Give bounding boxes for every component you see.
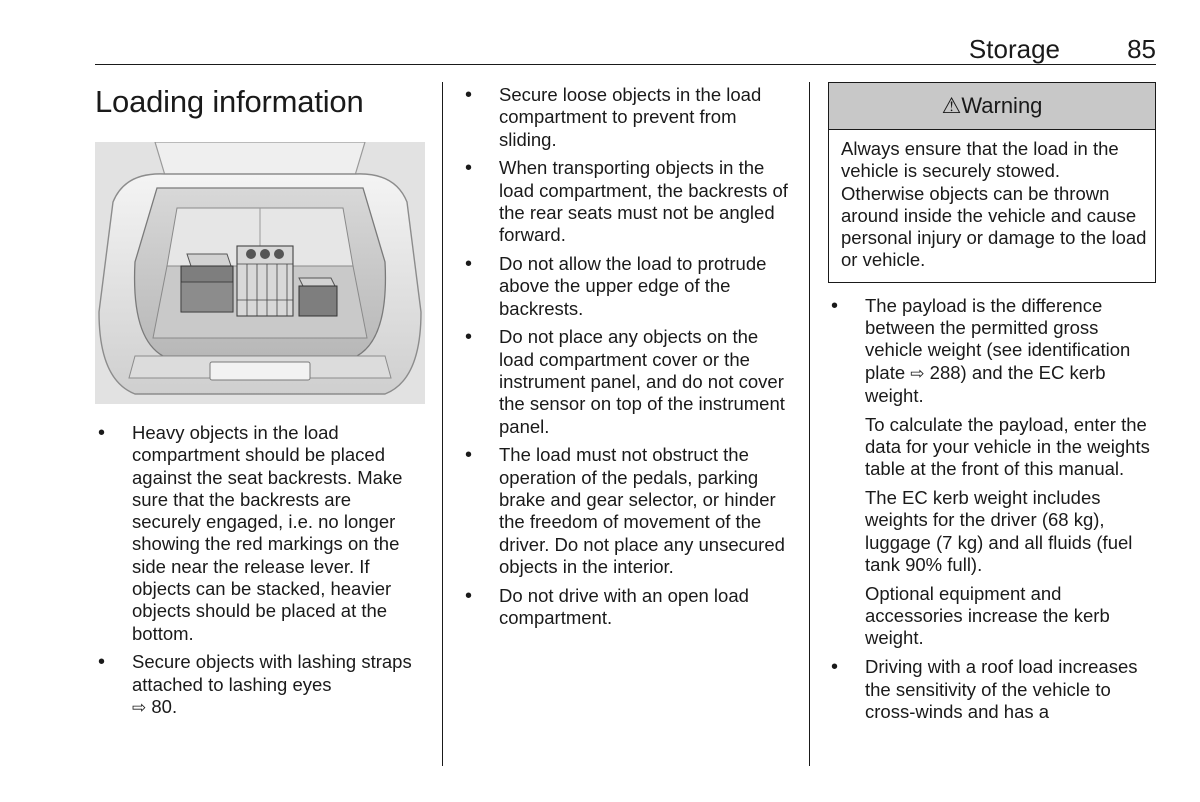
bullet-text: The load must not obstruct the operation of the pedals, parking brake and gear selector, or hinder the freedom of movement of the driver. Do not place any unsecured objects in the interior. [499,444,785,577]
col1-bullet-list [95,422,425,719]
list-item [462,444,792,578]
cross-reference-arrow-icon: ⇨ [910,363,925,383]
col2-bullet-list [462,84,792,629]
list-item [462,253,792,320]
warning-heading [829,83,1155,130]
warning-body: Always ensure that the load in the vehicle is securely stowed. Otherwise objects can be thrown around inside the vehicle and cause personal injury or damage to the load or vehicle. [841,138,1147,271]
bullet-text: Do not place any objects on the load compartment cover or the instrument panel, and do not cover the sensor on top of the instrument panel. [499,326,785,437]
bullet-text: Driving with a roof load increases the sensitivity of the vehicle to cross-winds and has a [865,656,1138,722]
hatchback-load-compartment-illustration-icon [95,142,425,404]
cross-reference-link[interactable]: 288) and the EC kerb weight. [865,361,1106,406]
section-title: Loading information [95,84,364,119]
column-1 [95,82,425,726]
page-number: 85 [1127,34,1156,64]
column-divider-1 [442,82,443,766]
sub-paragraph: To calculate the payload, enter the data for your vehicle in the weights table at the front of this manual. [865,413,1150,480]
sub-paragraph: The EC kerb weight includes weights for the driver (68 kg), luggage (7 kg) and all fluids (fuel tank 90% full). [865,487,1133,576]
warning-heading-text: Warning [961,93,1043,118]
bullet-text: Secure loose objects in the load compartment to prevent from sliding. [499,84,762,150]
bullet-text: Do not drive with an open load compartment. [499,584,749,629]
list-item [462,585,792,630]
cross-reference-link[interactable]: 80. [146,696,178,718]
warning-triangle-icon: ⚠ [941,93,962,118]
bullet-text: The payload is the difference between the permitted gross vehicle weight (see identification plate [865,294,1131,383]
list-item [95,422,425,645]
column-2 [462,84,792,636]
header-rule [95,64,1156,65]
column-divider-2 [809,82,810,766]
list-item [828,295,1156,650]
list-item [95,651,425,719]
bullet-text: Do not allow the load to protrude above the upper edge of the backrests. [499,253,767,319]
col3-bullet-list [828,295,1156,723]
load-compartment-figure [95,142,425,404]
cross-reference-arrow-icon: ⇨ [132,698,147,718]
sub-paragraph: Optional equipment and accessories increase the kerb weight. [865,582,1110,649]
warning-box [828,82,1156,283]
list-item [462,84,792,151]
list-item [462,326,792,437]
bullet-text: Heavy objects in the load compartment should be placed against the seat backrests. Make sure that the backrests are securely engaged, i.e. no longer showing the red markings on the side near the release lever. If objects can be stacked, heavier objects should be placed at the bottom. [132,422,403,644]
bullet-text: Secure objects with lashing straps attached to lashing eyes [132,651,412,695]
running-header-section: Storage [968,34,1060,64]
list-item [828,656,1156,723]
column-3 [828,82,1156,730]
list-item [462,157,792,246]
bullet-text: When transporting objects in the load compartment, the backrests of the rear seats must not be angled forward. [499,157,788,246]
